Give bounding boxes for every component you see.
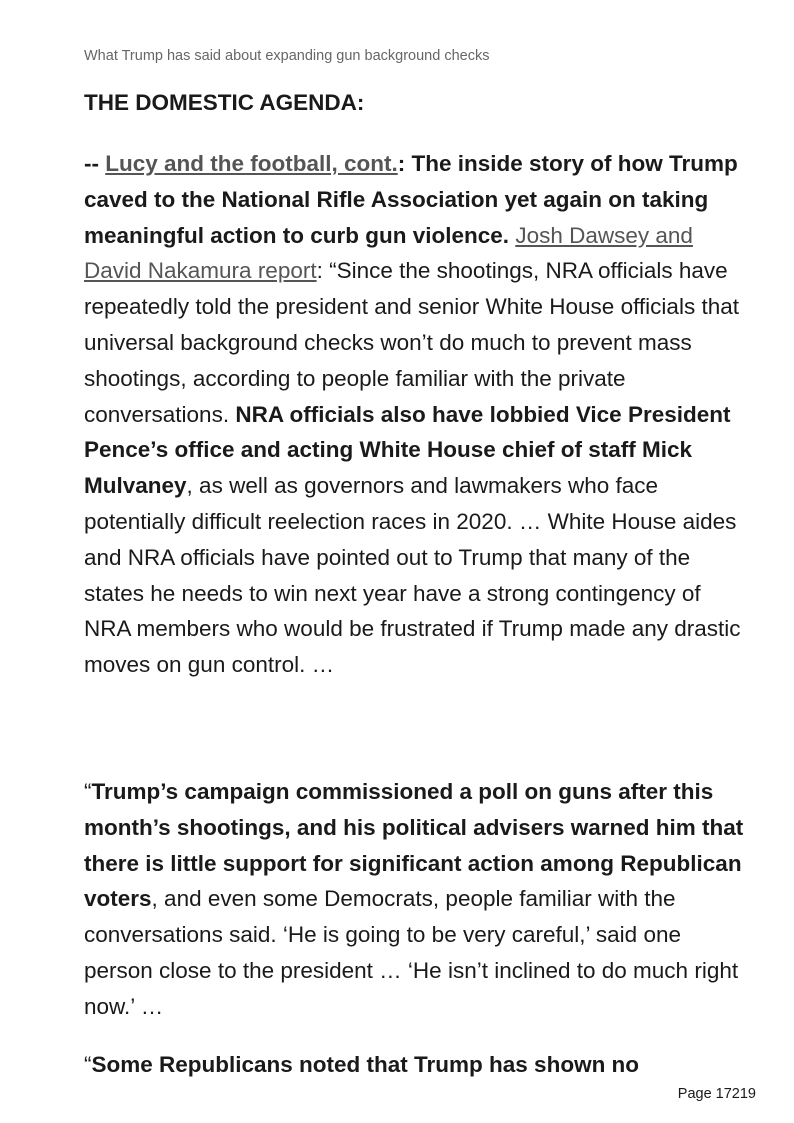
article-paragraph — [84, 146, 744, 683]
lucy-football-link[interactable]: Lucy and the football, cont. — [105, 151, 398, 176]
article-paragraph — [84, 774, 744, 1025]
paragraph-bold-text: NRA officials also have lobbied Vice President Pence’s office and acting White House chief of staff Mick Mulvaney — [84, 401, 731, 499]
running-header: What Trump has said about expanding gun background checks — [84, 48, 490, 64]
page-number: Page 17219 — [677, 1086, 756, 1102]
open-quote: “ — [84, 779, 92, 804]
article-paragraph — [84, 1047, 744, 1083]
headline-bold-text: : The inside story of how Trump caved to the National Rifle Association yet again on taking meaningful action to curb gun violence. — [84, 151, 738, 248]
paragraph-text: , as well as governors and lawmakers who face potentially difficult reelection races in 2020. … White House aides and NRA officials have pointed out to Trump that many of the states he needs to win next year have a strong contingency of NRA members who would be frustrated if Trump made any drastic moves on gun control. … — [84, 473, 741, 678]
lead-dashes: -- — [84, 151, 106, 176]
section-title: THE DOMESTIC AGENDA: — [84, 90, 365, 115]
paragraph-bold-text: Trump’s campaign commissioned a poll on guns after this month’s shootings, and his political advisers warned him that there is little support for significant action among Republican voters — [84, 779, 744, 912]
open-quote: “ — [84, 1052, 92, 1077]
paragraph-bold-text: Some Republicans noted that Trump has shown no — [91, 1052, 640, 1077]
dawsey-nakamura-report-link[interactable]: Josh Dawsey and David Nakamura report — [84, 222, 693, 284]
paragraph-text: : “Since the shootings, NRA officials have repeatedly told the president and senior White House officials that universal background checks won’t do much to prevent mass shootings, according to people familiar with the private conversations. — [84, 258, 739, 427]
paragraph-text: , and even some Democrats, people familiar with the conversations said. ‘He is going to be very careful,’ said one person close to the president … ‘He isn’t inclined to do much right now.’ … — [84, 886, 739, 1019]
